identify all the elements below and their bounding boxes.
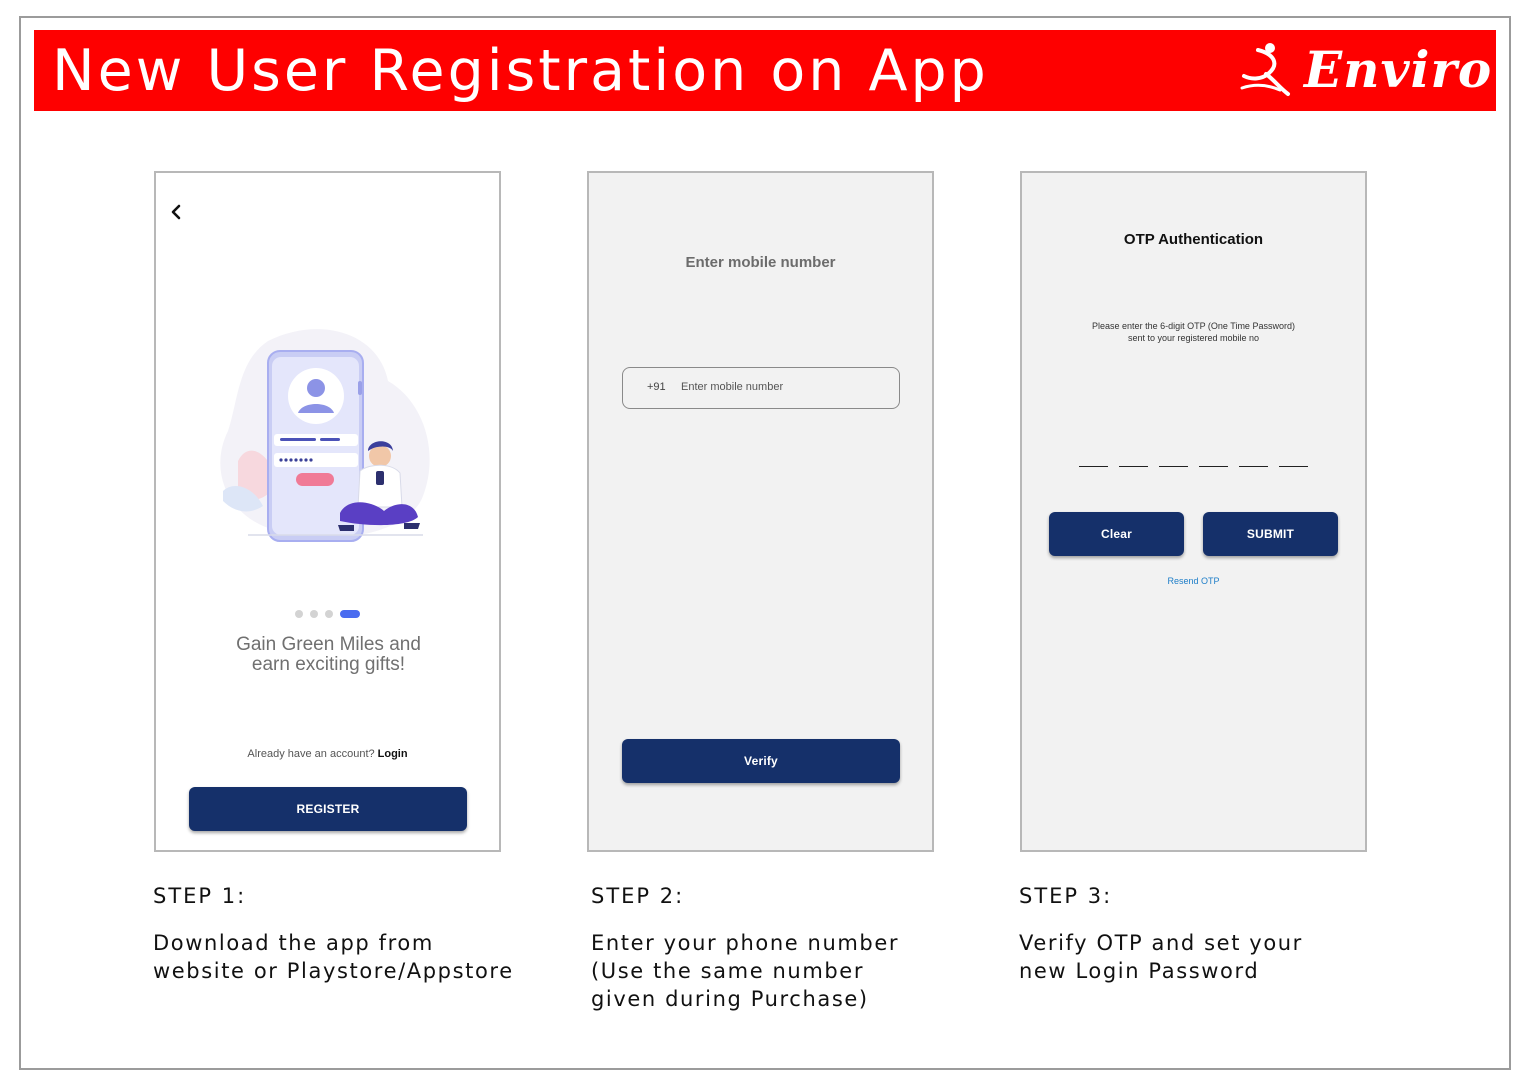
mobile-number-input[interactable] xyxy=(622,367,900,409)
step-line: (Use the same number xyxy=(591,959,865,983)
pager-dot[interactable] xyxy=(295,610,303,618)
page-title: New User Registration on App xyxy=(52,38,989,104)
resend-otp-link[interactable]: Resend OTP xyxy=(1167,576,1220,586)
verify-button[interactable]: Verify xyxy=(622,739,900,783)
country-code[interactable]: +91 xyxy=(647,381,666,393)
step-line: Enter your phone number xyxy=(591,931,900,955)
screen-otp xyxy=(1020,171,1367,852)
mobile-screen-title: Enter mobile number xyxy=(685,254,836,271)
clear-button[interactable]: Clear xyxy=(1049,512,1184,556)
step-1-caption xyxy=(153,884,514,985)
step-3-caption xyxy=(1019,884,1303,985)
step-line: Verify OTP and set your xyxy=(1019,931,1303,955)
otp-digit-input[interactable] xyxy=(1079,466,1108,467)
brand-name: Enviro xyxy=(1304,40,1493,99)
step-line: given during Purchase) xyxy=(591,987,869,1011)
step-heading: STEP 2: xyxy=(591,884,685,908)
otp-instructions-line: Please enter the 6-digit OTP (One Time Password) xyxy=(1092,321,1295,331)
brand-logo xyxy=(1240,38,1493,102)
step-2-caption xyxy=(591,884,899,1013)
step-line: new Login Password xyxy=(1019,959,1260,983)
onboarding-tagline xyxy=(186,635,471,675)
account-prompt xyxy=(156,748,499,760)
account-prompt-text: Already have an account? xyxy=(247,748,375,760)
onboarding-pager xyxy=(156,610,499,618)
otp-input-group xyxy=(1079,466,1308,467)
pager-dot-active[interactable] xyxy=(340,610,360,618)
tagline-line: earn exciting gifts! xyxy=(251,654,406,675)
step-description xyxy=(153,929,514,985)
register-button[interactable]: REGISTER xyxy=(189,787,467,831)
otp-digit-input[interactable] xyxy=(1239,466,1268,467)
otp-screen-title: OTP Authentication xyxy=(1123,231,1264,248)
submit-button[interactable]: SUBMIT xyxy=(1203,512,1338,556)
login-link[interactable]: Login xyxy=(377,748,408,760)
mobile-input-placeholder: Enter mobile number xyxy=(681,381,784,393)
header-banner xyxy=(34,30,1496,111)
otp-digit-input[interactable] xyxy=(1199,466,1228,467)
otp-instructions-line: sent to your registered mobile no xyxy=(1127,333,1260,343)
pager-dot[interactable] xyxy=(310,610,318,618)
step-heading: STEP 3: xyxy=(1019,884,1113,908)
otp-digit-input[interactable] xyxy=(1279,466,1308,467)
signup-illustration xyxy=(208,321,440,551)
otp-digit-input[interactable] xyxy=(1159,466,1188,467)
step-line: website or Playstore/Appstore xyxy=(153,959,514,983)
step-description xyxy=(591,929,899,1013)
pager-dot[interactable] xyxy=(325,610,333,618)
otp-digit-input[interactable] xyxy=(1119,466,1148,467)
otp-instructions xyxy=(1062,320,1325,344)
screen-welcome xyxy=(154,171,501,852)
runner-logo-icon xyxy=(1240,40,1296,100)
step-heading: STEP 1: xyxy=(153,884,247,908)
tagline-line: Gain Green Miles and xyxy=(236,634,421,655)
back-chevron-icon[interactable] xyxy=(167,201,185,223)
step-description xyxy=(1019,929,1303,985)
step-line: Download the app from xyxy=(153,931,434,955)
screen-mobile-number xyxy=(587,171,934,852)
